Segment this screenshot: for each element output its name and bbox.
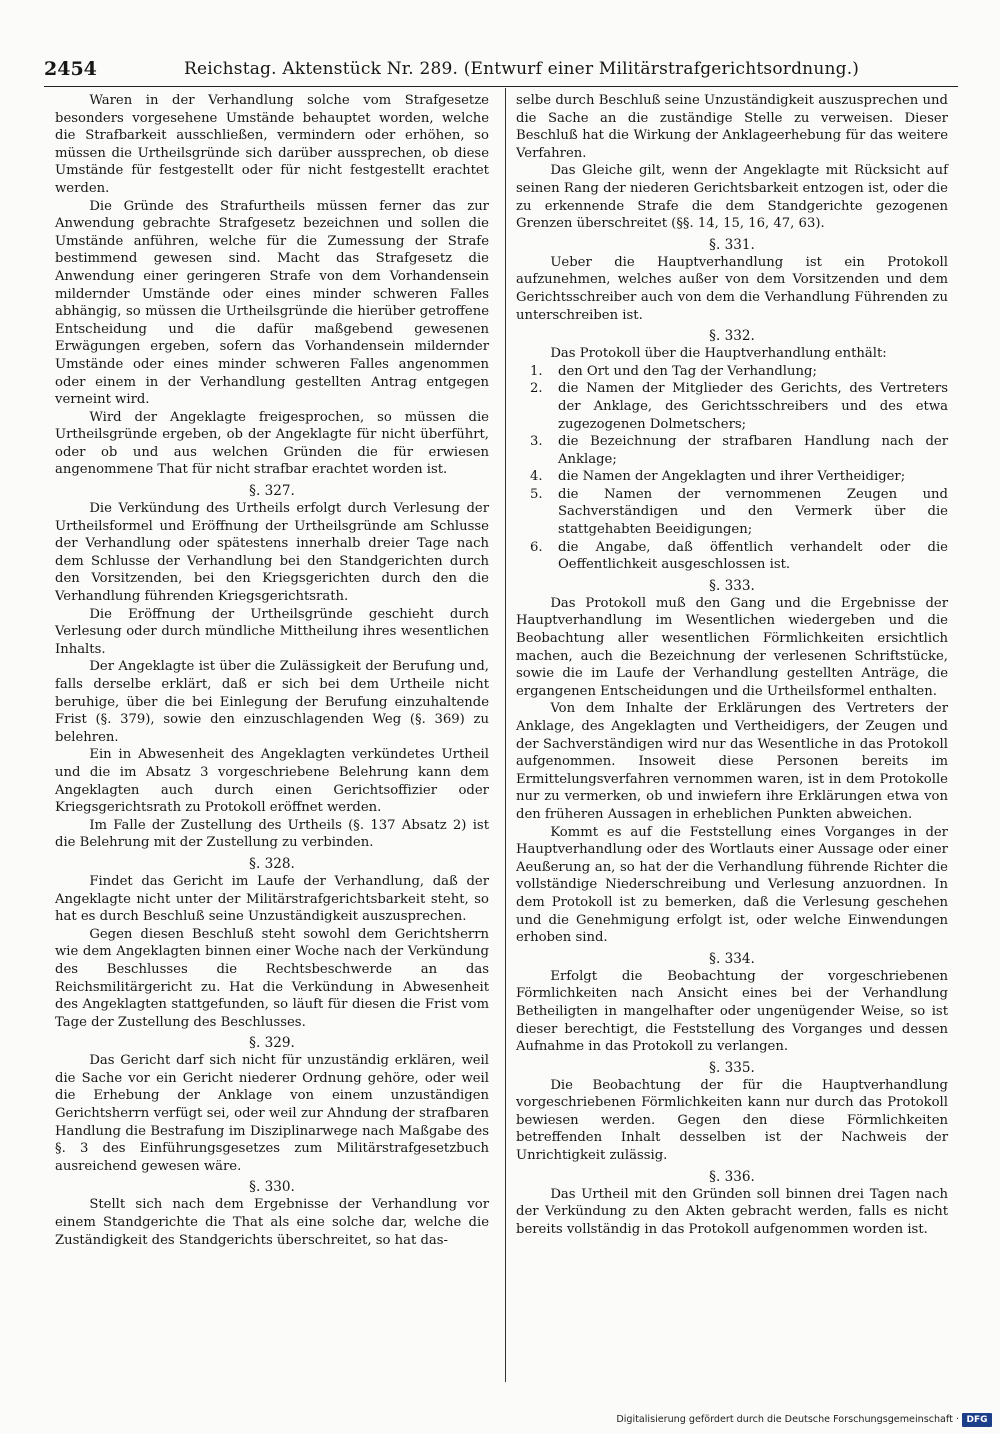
paragraph: Der Angeklagte ist über die Zulässigkeit der Berufung und, falls derselbe erklärt, daß er sich bei dem Urtheile nicht beruhige, über die bei Einlegung der Berufung einzuhaltende Frist (§. 379), sowie den einzuschlagenden Weg (§. 369) zu belehren. — [55, 659, 489, 745]
dfg-logo: DFG — [962, 1413, 992, 1427]
paragraph: Die Eröffnung der Urtheilsgründe geschieht durch Verlesung oder durch mündliche Mittheilung ihres wesentlichen Inhalts. — [55, 606, 489, 657]
funding-note: Digitalisierung gefördert durch die Deutsche Forschungsgemeinschaft · — [616, 1414, 959, 1425]
section-heading: §. 333. — [709, 577, 755, 594]
section-heading: §. 334. — [709, 950, 755, 967]
paragraph: Ein in Abwesenheit des Angeklagten verkündetes Urtheil und die im Absatz 3 vorgeschriebene Belehrung kann dem Angeklagten auch durch einen Gerichtsoffizier oder Kriegsgerichtsrath zu Protokoll eröffnet werden. — [55, 747, 489, 816]
list-item-text: die Namen der Mitglieder des Gerichts, des Vertreters der Anklage, des Gerichtsschreibers und des etwa zugezogenen Dolmetschers; — [558, 381, 948, 432]
list-item-number: 5. — [530, 486, 543, 502]
section-heading: §. 329. — [249, 1035, 295, 1052]
paragraph: Kommt es auf die Feststellung eines Vorganges in der Hauptverhandlung oder des Wortlauts einer Aussage oder einer Aeußerung an, so hat der die Verhandlung führende Richter die vollständige Niederschreibung und Verlesung anzuordnen. In dem Protokoll ist zu bemerken, daß die Verlesung geschehen und die Genehmigung erfolgt ist, oder welche Einwendungen erhoben sind. — [516, 824, 948, 946]
section-heading: §. 336. — [709, 1168, 755, 1185]
list-item-number: 1. — [530, 363, 543, 379]
paragraph: Das Gleiche gilt, wenn der Angeklagte mit Rücksicht auf seinen Rang der niederen Gerichtsbarkeit entzogen ist, oder die zu erkennende Strafe die dem Standgerichte gezogenen Grenzen überschreitet (§§. 14, 15, 16, 47, 63). — [516, 163, 948, 232]
list-item-text: die Namen der Angeklagten und ihrer Vertheidiger; — [558, 469, 906, 485]
paragraph: Gegen diesen Beschluß steht sowohl dem Gerichtsherrn wie dem Angeklagten binnen einer Woche nach der Verkündung des Beschlusses die Rechtsbeschwerde an das Reichsmilitärgericht zu. Hat die Verkündung in Abwesenheit des Angeklagten stattgefunden, so läuft für diesen die Frist vom Tage der Zustellung des Beschlusses. — [55, 926, 489, 1030]
section-heading: §. 328. — [249, 855, 295, 872]
paragraph: Findet das Gericht im Laufe der Verhandlung, daß der Angeklagte nicht unter der Militärstrafgerichtsbarkeit steht, so hat es durch Beschluß seine Unzuständigkeit auszusprechen. — [55, 873, 489, 925]
paragraph: Stellt sich nach dem Ergebnisse der Verhandlung vor einem Standgerichte die That als eine solche dar, welche die Zuständigkeit des Standgerichts überschreitet, so hat das- — [55, 1197, 489, 1248]
paragraph: Die Verkündung des Urtheils erfolgt durch Verlesung der Urtheilsformel und Eröffnung der Urtheilsgründe am Schlusse der Verhandlung oder spätestens innerhalb dreier Tage nach dem Schlusse der Verhandlung bei den Standgerichten durch den Vorsitzenden, bei den Kriegsgerichten durch den die Verhandlung führenden Kriegsgerichtsrath. — [55, 501, 489, 605]
list-item — [516, 539, 948, 574]
section-heading: §. 332. — [709, 328, 755, 345]
list-item — [516, 380, 948, 433]
list-item-number: 3. — [530, 434, 543, 450]
paragraph: Waren in der Verhandlung solche vom Strafgesetze besonders vorgesehene Umstände behauptet worden, welche die Strafbarkeit ausschließen, vermindern oder erhöhen, so müssen die Urtheilsgründe sich darüber aussprechen, ob diese Umstände für festgestellt oder für nicht festgestellt erachtet werden. — [55, 93, 489, 196]
paragraph: Das Gericht darf sich nicht für unzuständig erklären, weil die Sache vor ein Gericht niederer Ordnung gehöre, oder weil die Erhebung der Anklage von einem unzuständigen Gerichtsherrn verfügt sei, oder weil zur Ahndung der strafbaren Handlung die Bestrafung im Disziplinarwege nach Maßgabe des §. 3 des Einführungsgesetzes zum Militärstrafgesetzbuch ausreichend gewesen wäre. — [55, 1053, 489, 1174]
header-rule — [44, 86, 958, 87]
paragraph: Wird der Angeklagte freigesprochen, so müssen die Urtheilsgründe ergeben, ob der Angeklagte für nicht überführt, oder ob und aus welchen Gründen die für erwiesen angenommene That für nicht strafbar erachtet worden ist. — [55, 409, 489, 478]
list-item-text: die Angabe, daß öffentlich verhandelt oder die Oeffentlichkeit ausgeschlossen ist. — [558, 539, 948, 573]
paragraph: Die Beobachtung der für die Hauptverhandlung vorgeschriebenen Förmlichkeiten kann nur durch das Protokoll bewiesen werden. Gegen den diese Förmlichkeiten betreffenden Inhalt desselben ist der Nachweis der Unrichtigkeit zulässig. — [516, 1077, 948, 1164]
section-heading: §. 335. — [709, 1059, 755, 1076]
paragraph: Von dem Inhalte der Erklärungen des Vertreters der Anklage, des Angeklagten und Vertheidigers, der Zeugen und der Sachverständigen wird nur das Wesentliche in das Protokoll aufgenommen. Insoweit diese Personen bereits im Ermittelungsverfahren vernommen waren, ist in dem Protokolle nur zu vermerken, ob und inwiefern ihre Erklärungen etwa von den früheren Aussagen in erheblichen Punkten abweichen. — [516, 701, 948, 822]
list-item — [516, 363, 948, 381]
paragraph: Erfolgt die Beobachtung der vorgeschriebenen Förmlichkeiten nach Ansicht eines bei der Verhandlung Betheiligten in mangelhafter oder ungenügender Weise, so ist dieser berechtigt, die Feststellung des Vorganges und dessen Aufnahme in das Protokoll zu verlangen. — [516, 968, 948, 1055]
running-header — [44, 56, 958, 82]
paragraph: Ueber die Hauptverhandlung ist ein Protokoll aufzunehmen, welches außer von dem Vorsitzenden und dem Gerichtsschreiber auch von dem die Verhandlung Führenden zu unterschreiben ist. — [516, 254, 948, 323]
section-heading: §. 331. — [709, 236, 755, 253]
paragraph: Die Gründe des Strafurtheils müssen ferner das zur Anwendung gebrachte Strafgesetz bezeichnen und sollen die Umstände anführen, welche für die Zumessung der Strafe bestimmend gewesen sind. Macht das Strafgesetz die Anwendung einer geringeren Strafe von dem Vorhandensein mildernder Umstände oder eines minder schweren Falles abhängig, so müssen die Urtheilsgründe die hierüber getroffene Entscheidung und die dafür maßgebend gewesenen Erwägungen ergeben, sofern das Vorhandensein mildernder Umstände oder eines minder schweren Falles angenommen oder einem in der Verhandlung gestellten Antrag entgegen verneint wird. — [55, 198, 489, 408]
enumerated-list — [516, 363, 948, 574]
section-heading: §. 330. — [249, 1179, 295, 1196]
right-column — [516, 92, 948, 1238]
page-number: 2454 — [44, 58, 97, 80]
list-item-text: die Bezeichnung der strafbaren Handlung nach der Anklage; — [558, 434, 948, 467]
list-item — [516, 468, 948, 486]
footer — [616, 1412, 992, 1428]
paragraph: Das Protokoll über die Hauptverhandlung enthält: — [550, 346, 887, 362]
paragraph: Das Urtheil mit den Gründen soll binnen drei Tagen nach der Verkündung zu den Akten gebracht werden, falls es nicht bereits vollständig in das Protokoll aufgenommen worden ist. — [516, 1186, 948, 1237]
paragraph: selbe durch Beschluß seine Unzuständigkeit auszusprechen und die Sache an die zuständige Stelle zu verweisen. Dieser Beschluß hat die Wirkung der Anklageerhebung für das weitere Verfahren. — [516, 93, 948, 161]
running-title: Reichstag. Aktenstück Nr. 289. (Entwurf einer Militärstrafgerichtsordnung.) — [184, 59, 860, 79]
paragraph: Das Protokoll muß den Gang und die Ergebnisse der Hauptverhandlung im Wesentlichen wiedergeben und die Beobachtung aller wesentlichen Förmlichkeiten ersichtlich machen, auch die Bezeichnung der verlesenen Schriftstücke, sowie die im Laufe der Verhandlung gestellten Anträge, die ergangenen Entscheidungen und die Urtheilsformel enthalten. — [516, 595, 948, 699]
list-item — [516, 486, 948, 539]
list-item-text: die Namen der vernommenen Zeugen und Sachverständigen und den Vermerk über die stattgehabten Beeidigungen; — [558, 486, 948, 538]
left-column — [55, 92, 489, 1249]
list-item-number: 6. — [530, 539, 543, 555]
column-divider — [505, 88, 506, 1382]
list-item — [516, 433, 948, 468]
list-item-text: den Ort und den Tag der Verhandlung; — [558, 363, 817, 379]
list-item-number: 2. — [530, 381, 543, 397]
section-heading: §. 327. — [249, 483, 295, 500]
paragraph: Im Falle der Zustellung des Urtheils (§. 137 Absatz 2) ist die Belehrung mit der Zustellung zu verbinden. — [55, 817, 489, 851]
list-item-number: 4. — [530, 469, 543, 485]
